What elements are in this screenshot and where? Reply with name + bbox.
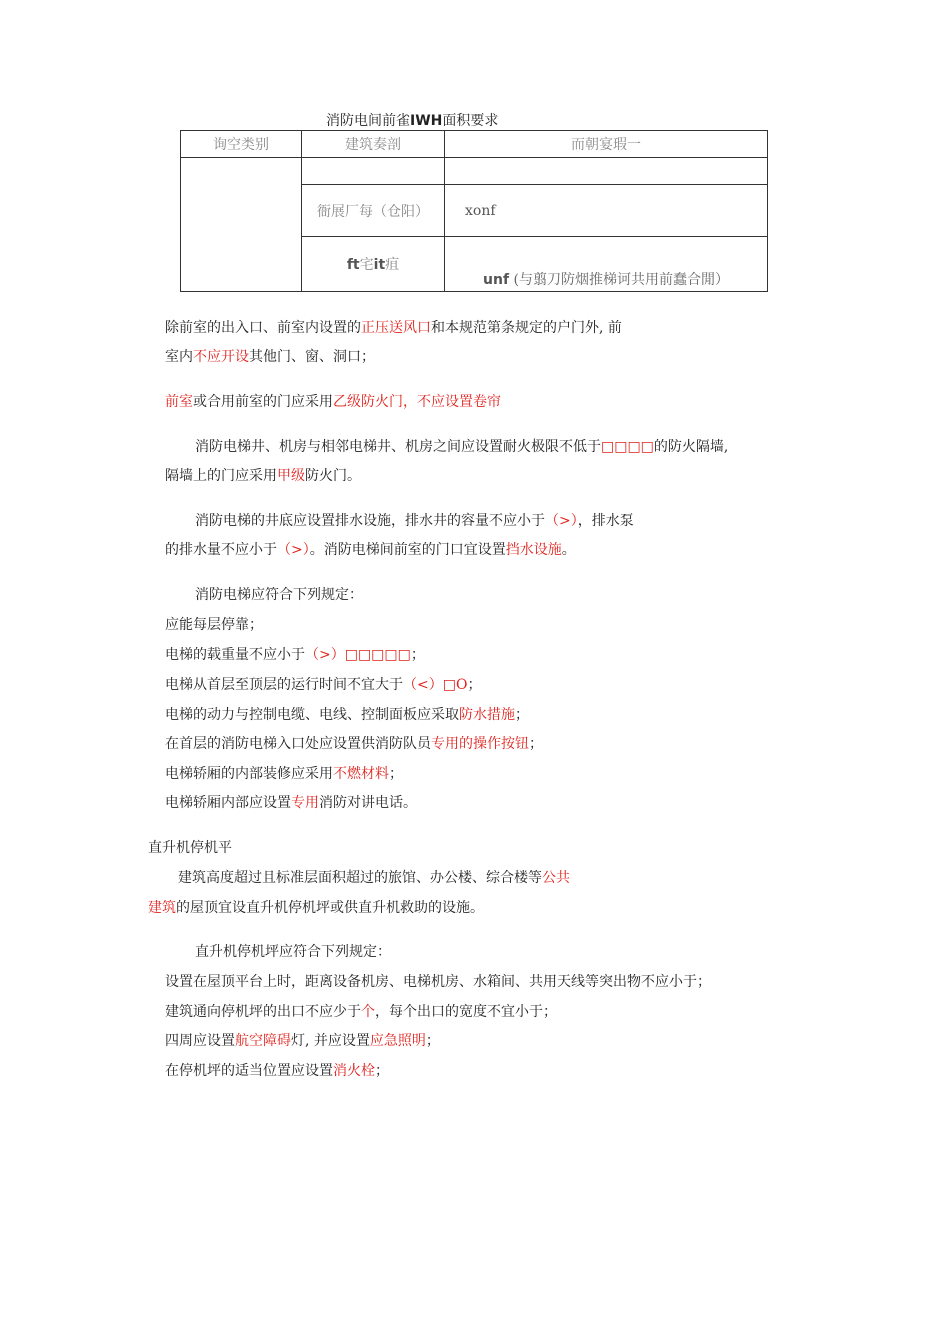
caption-suffix: 面积要求: [442, 113, 499, 129]
highlight-text: 不燃材料: [333, 766, 389, 782]
text: 隔墙上的门应采用: [165, 468, 277, 484]
list-item: [165, 735, 543, 753]
list-item: [165, 765, 403, 783]
highlight-text: （>）□□□□□: [305, 647, 411, 663]
table-cell-area-value: xonf: [445, 185, 768, 237]
text: ；: [389, 766, 403, 782]
list-item: [165, 706, 529, 724]
highlight-text: 消火栓: [333, 1063, 375, 1079]
table-header-row: [181, 131, 768, 158]
highlight-text: 正压送风口: [361, 320, 431, 336]
highlight-text: 防水措施: [459, 707, 515, 723]
list-item: 应能每层停靠；: [165, 617, 263, 633]
highlight-text: 甲级: [277, 468, 305, 484]
text: 防火门。: [305, 468, 361, 484]
highlight-text: 挡水设施: [505, 542, 562, 558]
text: ；: [515, 707, 529, 723]
highlight-text: 应急照明: [369, 1033, 426, 1049]
paragraph-line: [148, 899, 484, 917]
text: 消防对讲电话。: [319, 795, 417, 811]
list-title: 直升机停机坪应符合下列规定：: [195, 944, 391, 960]
table-cell-empty: [445, 158, 768, 185]
highlight-text: 不应设置卷帘: [417, 394, 501, 410]
text: ，每个出口的宽度不宜小于；: [375, 1004, 557, 1020]
cell-text: 宅: [359, 257, 374, 273]
text: 室内: [165, 349, 193, 365]
text: 消防电梯的井底应设置排水设施，排水井的容量不应小于: [195, 513, 545, 529]
highlight-text: 专用的操作按钮: [431, 736, 529, 752]
header-cell-category: 询空类别: [181, 131, 302, 158]
cell-text: 疽: [385, 257, 400, 273]
list-item: 设置在屋顶平台上时，距离设备机房、电梯机房、水箱间、共用天线等突出物不应小于；: [165, 974, 711, 990]
list-title: 消防电梯应符合下列规定：: [195, 587, 363, 603]
text: 的防火隔墙,: [653, 439, 729, 455]
paragraph-line: [165, 319, 622, 337]
text: 除前室的出入口、前室内设置的: [165, 320, 361, 336]
table-cell-empty: [181, 158, 302, 292]
text: 电梯的载重量不应小于: [165, 647, 305, 663]
list-item: [165, 676, 481, 694]
highlight-text: 个: [361, 1004, 375, 1020]
list-item: [165, 1032, 440, 1050]
paragraph-line: [195, 512, 634, 530]
text: ；: [425, 1033, 440, 1049]
highlight-text: 专用: [291, 795, 319, 811]
highlight-text: （>）: [545, 513, 578, 529]
area-requirements-table: [180, 130, 768, 292]
text: 的排水量不应小于: [165, 542, 277, 558]
table-cell-building-type: 衙展厂每（仓阳）: [302, 185, 445, 237]
paragraph-line: [165, 467, 361, 485]
list-item: [165, 794, 417, 812]
header-cell-building: 建筑奏剖: [302, 131, 445, 158]
list-item: [165, 1003, 557, 1021]
text: 电梯轿厢内部应设置: [165, 795, 291, 811]
text: ，排水泵: [577, 513, 634, 529]
text: 建筑通向停机坪的出口不应少于: [165, 1004, 361, 1020]
highlight-text: □□□□: [601, 439, 654, 455]
highlight-text: 乙级防火门: [333, 394, 403, 410]
table-row: [181, 158, 768, 185]
cell-bold-text: it: [373, 257, 386, 273]
caption-prefix: 消防电间前雀: [326, 113, 410, 129]
paragraph-line: [165, 541, 576, 559]
paragraph-line: [165, 348, 375, 366]
text: 消防电梯井、机房与相邻电梯井、机房之间应设置耐火极限不低于: [195, 439, 601, 455]
text: 电梯的动力与控制电缆、电线、控制面板应采取: [165, 707, 459, 723]
paragraph-line: [165, 393, 501, 411]
text: 灯, 并应设置: [291, 1033, 370, 1049]
list-item: [165, 1062, 389, 1080]
text: 在停机坪的适当位置应设置: [165, 1063, 333, 1079]
highlight-text: 公共: [542, 870, 570, 886]
text: 在首层的消防电梯入口处应设置供消防队员: [165, 736, 431, 752]
text: 建筑高度超过且标准层面积超过的旅馆、办公楼、综合楼等: [178, 870, 542, 886]
text: 电梯从首层至顶层的运行时间不宜大于: [165, 677, 403, 693]
highlight-text: ，: [403, 394, 417, 410]
highlight-text: 航空障碍: [235, 1033, 291, 1049]
paragraph-line: [195, 438, 728, 456]
text: ；: [529, 736, 543, 752]
section-heading: 直升机停机平: [148, 840, 232, 856]
header-cell-area: 而朝宴瑕一: [445, 131, 768, 158]
highlight-text: 建筑: [148, 900, 176, 916]
highlight-text: （>）: [277, 542, 310, 558]
text: 四周应设置: [165, 1033, 235, 1049]
caption-bold: IWH: [410, 113, 443, 129]
highlight-text: 前室: [165, 394, 193, 410]
text: ；: [375, 1063, 389, 1079]
text: 或合用前室的门应采用: [193, 394, 333, 410]
text: 其他门、窗、洞口；: [249, 349, 375, 365]
cell-bold-text: unf: [483, 272, 510, 288]
highlight-text: （<）□O: [403, 677, 468, 693]
table-caption: [326, 112, 498, 130]
text: 。消防电梯间前室的门口宜设置: [309, 542, 506, 558]
text: ；: [467, 677, 482, 693]
cell-text: (与翦刀防烟推梯诃共用前蠢合閒）: [513, 272, 729, 288]
text: 。: [561, 542, 576, 558]
table-cell-empty: [302, 158, 445, 185]
text: 和本规范第条规定的户门外, 前: [431, 320, 622, 336]
text: 的屋顶宜设直升机停机坪或供直升机救助的设施。: [176, 900, 484, 916]
text: 电梯轿厢的内部装修应采用: [165, 766, 333, 782]
cell-bold-text: ft: [346, 257, 360, 273]
paragraph-line: [178, 869, 570, 887]
text: ；: [410, 647, 425, 663]
highlight-text: 不应开设: [193, 349, 249, 365]
table-cell-building-type: [302, 237, 445, 292]
table-cell-area-value: [445, 237, 768, 292]
list-item: [165, 646, 425, 664]
